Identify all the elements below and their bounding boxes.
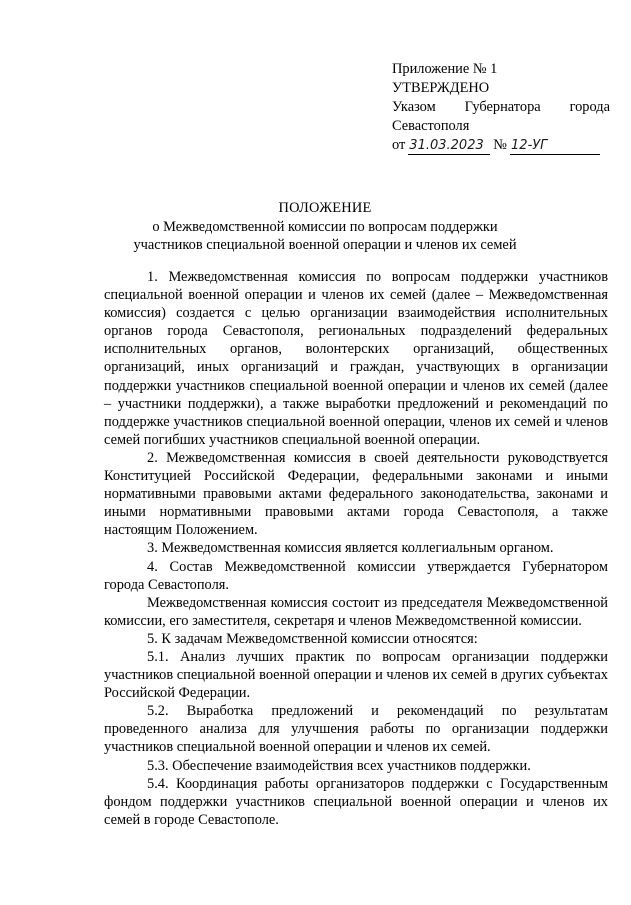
number-prefix: № (493, 137, 508, 153)
handwritten-date: 31.03.2023 (408, 137, 490, 155)
decree-word-city: города (569, 99, 610, 115)
paragraph-5: 5. К задачам Межведомственной комиссии относятся: (147, 630, 478, 647)
decree-word-ukaz: Указом (392, 99, 436, 115)
paragraph-3: 3. Межведомственная комиссия является коллегиальным органом. (147, 540, 554, 557)
date-number-line (392, 136, 610, 155)
document-body (104, 268, 608, 829)
title-line-3: участников специальной военной операции и членов их семей (133, 237, 517, 253)
paragraph-4: 4. Состав Межведомственной комиссии утверждается Губернатором города Севастополя. (104, 558, 608, 593)
paragraph-5-4: 5.4. Координация работы организаторов поддержки с Государственным фондом поддержки участников специальной военной операции и членов их семей в городе Севастополе. (104, 775, 608, 828)
title-line-2: о Межведомственной комиссии по вопросам поддержки (152, 218, 498, 235)
city-name: Севастополя (392, 118, 470, 134)
document-title (60, 199, 590, 255)
approval-header (392, 60, 610, 155)
title-heading: ПОЛОЖЕНИЕ (278, 200, 372, 216)
decree-word-governor: Губернатора (464, 99, 541, 115)
paragraph-1: 1. Межведомственная комиссия по вопросам поддержки участников специальной военной операции и членов их семей (далее – Межведомственная комиссия) создается с целью организации взаимодействия исполнительных органов города Севастополя, региональных подразделений федеральных исполнительных органов, волонтерских организаций, общественных организаций, иных организаций и граждан, участвующих в организации поддержки участников специальной военной операции и членов их семей (далее – участники поддержки), а также выработки предложений и рекомендаций по поддержке участников специальной военной операции, членов их семей и членов семей погибших участников специальной военной операции. (104, 269, 608, 448)
approved-label: УТВЕРЖДЕНО (392, 80, 490, 96)
paragraph-5-2: 5.2. Выработка предложений и рекомендаций по результатам проведенного анализа для улучшения работы по организации поддержки участников специальной военной операции и членов их семей. (104, 703, 608, 756)
paragraph-2: 2. Межведомственная комиссия в своей деятельности руководствуется Конституцией Российской Федерации, федеральными законами и иными нормативными правовыми актами федерального законодательства, законами и иными нормативными правовыми актами города Севастополя, а также настоящим Положением. (104, 449, 608, 539)
appendix-label: Приложение № 1 (392, 61, 498, 77)
handwritten-number: 12-УГ (510, 137, 600, 155)
paragraph-5-1: 5.1. Анализ лучших практик по вопросам организации поддержки участников специальной военной операции и членов их семей в других субъектах Российской Федерации. (104, 648, 608, 702)
date-prefix: от (392, 137, 406, 153)
paragraph-5-3: 5.3. Обеспечение взаимодействия всех участников поддержки. (147, 757, 531, 774)
paragraph-4-composition: Межведомственная комиссия состоит из председателя Межведомственной комиссии, его заместителя, секретаря и членов Межведомственной комиссии. (104, 594, 608, 629)
decree-line (392, 98, 610, 117)
